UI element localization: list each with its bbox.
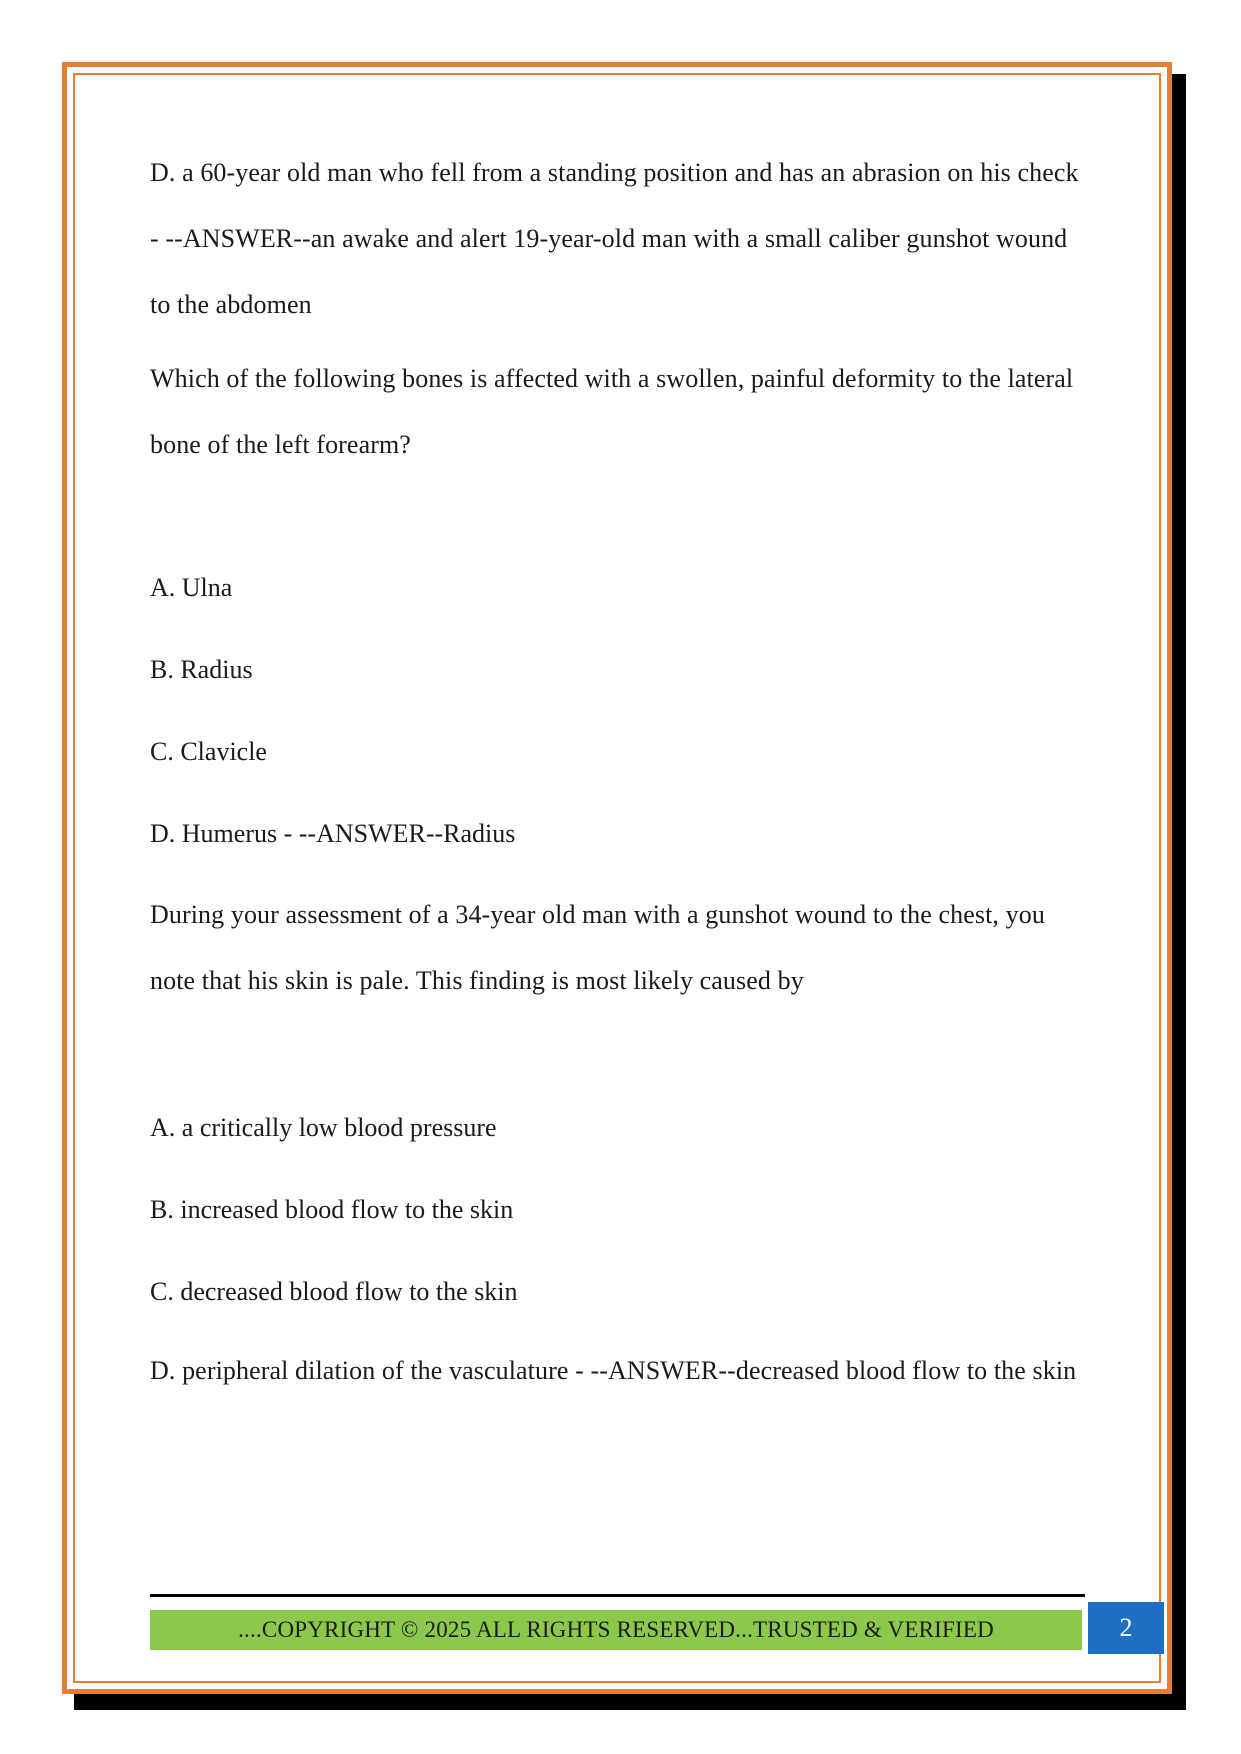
footer-copyright: ....COPYRIGHT © 2025 ALL RIGHTS RESERVED...TRUSTED & VERIFIED xyxy=(150,1610,1082,1650)
page-content xyxy=(150,140,1090,1404)
q2-option-c: C. Clavicle xyxy=(150,737,267,766)
page-number: 2 xyxy=(1088,1602,1164,1654)
q2-option-d: D. Humerus - --ANSWER--Radius xyxy=(150,819,516,848)
q3-question: During your assessment of a 34-year old man with a gunshot wound to the chest, you note that his skin is pale. This finding is most likely caused by xyxy=(150,900,1045,995)
footer-rule xyxy=(150,1594,1085,1597)
q2-option-a: A. Ulna xyxy=(150,573,233,602)
q3-option-b: B. increased blood flow to the skin xyxy=(150,1195,514,1224)
q2-question: Which of the following bones is affected with a swollen, painful deformity to the lateral bone of the left forearm? xyxy=(150,364,1074,459)
q2-option-b: B. Radius xyxy=(150,655,253,684)
q3-option-a: A. a critically low blood pressure xyxy=(150,1113,497,1142)
q1-answer-paragraph: D. a 60-year old man who fell from a standing position and has an abrasion on his check - --ANSWER--an awake and alert 19-year-old man with a small caliber gunshot wound to the abdomen xyxy=(150,158,1079,319)
q3-option-d: D. peripheral dilation of the vasculature - --ANSWER--decreased blood flow to the skin xyxy=(150,1356,1077,1385)
q3-option-c: C. decreased blood flow to the skin xyxy=(150,1277,518,1306)
